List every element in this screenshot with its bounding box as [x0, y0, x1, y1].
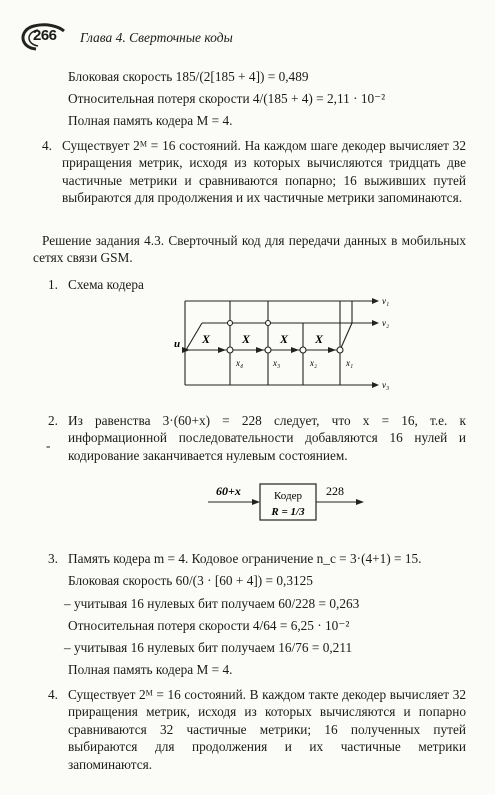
- item-number: 1.: [48, 277, 58, 292]
- rate-loss-line: Относительная потеря скорости 4/(185 + 4) = 2,11 · 10⁻²: [68, 91, 386, 106]
- cell-label: X: [315, 332, 324, 346]
- input-label: u: [174, 338, 181, 350]
- tap-label: x₁: [346, 358, 354, 368]
- item3-full-memory-line: Полная память кодера M = 4.: [68, 662, 233, 677]
- cell-label: X: [242, 332, 251, 346]
- page-number-badge: [14, 22, 72, 52]
- item-number: 4.: [42, 138, 52, 153]
- item3-rate-line: Блоковая скорость 60/(3 · [60 + 4]) = 0,3125: [68, 573, 313, 588]
- item3-loss-zeros-line: – учитывая 16 нулевых бит получаем 16/76 = 0,211: [64, 640, 353, 655]
- tap-label: x₄: [236, 358, 244, 368]
- page-header: [14, 22, 484, 52]
- coder-box-rate: R = 1/3: [271, 506, 305, 518]
- item4-bottom-text: Существует 2ᴹ = 16 состояний. В каждом такте декодер вычисляет 32 приращения метрик, исходя из которых вычисляются и попарно сравниваются 32 частичные метрики; 16 полученных путей выбираются для продолжения и их частичные метрики запоминаются.: [68, 687, 466, 772]
- output-label: v₁: [382, 296, 390, 306]
- solution-heading: Решение задания 4.3. Сверточный код для передачи данных в мобильных сетях связи GSM.: [33, 233, 466, 266]
- coder-box-title: Кодер: [274, 490, 302, 502]
- output-label: v₂: [382, 318, 390, 328]
- item3-rate-zeros-line: – учитывая 16 нулевых бит получаем 60/228 = 0,263: [64, 596, 360, 611]
- cell-label: X: [202, 332, 211, 346]
- coder-output-label: 228: [326, 484, 344, 498]
- page-number: 266: [33, 27, 57, 44]
- tap-label: x₃: [273, 358, 281, 368]
- item-number: 4.: [48, 687, 58, 702]
- item3-loss-line: Относительная потеря скорости 4/64 = 6,25 · 10⁻²: [68, 618, 350, 633]
- item2-text: Из равенства 3·(60+x) = 228 следует, что x = 16, т.е. к информационной последовательности добавляются 16 нулей и кодирование заканчивается нулевым состоянием.: [68, 413, 466, 463]
- coder-block-diagram: [200, 478, 380, 528]
- full-memory-line: Полная память кодера M = 4.: [68, 113, 233, 128]
- block-rate-line: Блоковая скорость 185/(2[185 + 4]) = 0,489: [68, 69, 309, 84]
- margin-mark: -: [46, 438, 51, 453]
- output-label: v₃: [382, 380, 390, 390]
- item-number: 3.: [48, 551, 58, 566]
- item-number: 2.: [48, 413, 58, 428]
- tap-label: x₂: [310, 358, 318, 368]
- item4-top-text: Существует 2ᴹ = 16 состояний. На каждом шаге декодер вычисляет 32 приращения метрик, исходя из которых вычисляются тридцать две частичные метрики и сравниваются попарно; 16 выживших путей выбираются для продолжения и их частичные метрики запоминаются.: [62, 138, 466, 206]
- chapter-title: Глава 4. Сверточные коды: [80, 30, 233, 45]
- coder-input-label: 60+x: [216, 484, 241, 498]
- cell-label: X: [280, 332, 289, 346]
- encoder-diagram: [160, 290, 400, 395]
- item3-memory-line: Память кодера m = 4. Кодовое ограничение n_c = 3·(4+1) = 15.: [68, 551, 422, 566]
- item1-text: Схема кодера: [68, 277, 144, 292]
